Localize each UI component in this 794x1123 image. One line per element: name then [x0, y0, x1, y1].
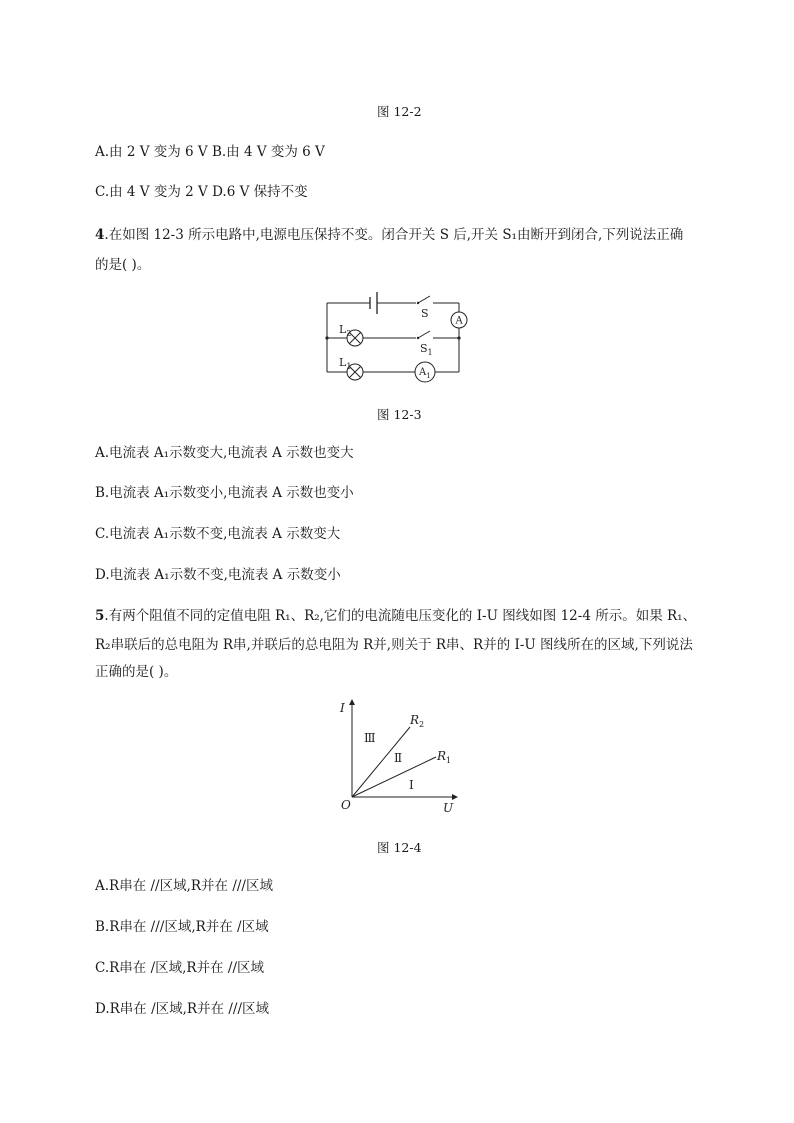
q5-stem-text: .有两个阻值不同的定值电阻 R₁、R₂,它们的电流随电压变化的 I-U 图线如图 12-4 所示。如果 R₁、 — [104, 608, 697, 624]
q3-options-cd: C.由 4 V 变为 2 V D.6 V 保持不变 — [95, 184, 308, 200]
q5-option-d: D.R串在 /区域,R并在 ///区域 — [95, 1001, 270, 1017]
label-l1: $L_1$ — [339, 356, 352, 371]
label-s1: $S_1$ — [420, 342, 433, 357]
label-a: A — [455, 315, 463, 327]
q4-stem-text: .在如图 12-3 所示电路中,电源电压保持不变。闭合开关 S 后,开关 S₁由断开到闭合,下列说法正确 — [104, 227, 684, 243]
label-a1: $A_1$ — [419, 367, 431, 380]
switch-s1-blade — [418, 331, 430, 338]
circuit-diagram — [318, 286, 468, 386]
q5-option-c: C.R串在 /区域,R并在 //区域 — [95, 960, 264, 976]
axis-label-u: U — [443, 801, 454, 815]
figure-12-3-caption: 图 12-3 — [377, 407, 422, 422]
q5-stem-line2: R₂串联后的总电阻为 R串,并联后的总电阻为 R并,则关于 R串、R并的 I-U 图线所在的区域,下列说法 — [95, 637, 693, 653]
q4-option-d: D.电流表 A₁示数不变,电流表 A 示数变小 — [95, 567, 341, 583]
label-r1: $R_1$ — [437, 749, 452, 765]
iu-graph — [335, 696, 465, 816]
region-ii-label: Ⅱ — [394, 751, 403, 765]
region-i-label: Ⅰ — [409, 778, 414, 792]
junction-left — [325, 336, 328, 339]
q5-option-b: B.R串在 ///区域,R并在 /区域 — [95, 919, 269, 935]
label-r2: $R_2$ — [410, 713, 425, 729]
q4-option-a: A.电流表 A₁示数变大,电流表 A 示数也变大 — [95, 445, 354, 461]
label-l2: $L_2$ — [339, 323, 352, 338]
switch-s-blade — [418, 296, 430, 303]
q4-stem-line2: 的是( )。 — [95, 257, 151, 273]
figure-12-2-caption: 图 12-2 — [377, 104, 422, 119]
junction-right — [457, 336, 460, 339]
figure-12-4-caption: 图 12-4 — [377, 840, 422, 855]
label-s: S — [421, 307, 429, 320]
q4-number: 4 — [95, 227, 105, 243]
origin-label: O — [341, 798, 351, 812]
q5-stem-line3: 正确的是( )。 — [95, 664, 178, 680]
q5-option-a: A.R串在 //区域,R并在 ///区域 — [95, 878, 273, 894]
q3-options-ab: A.由 2 V 变为 6 V B.由 4 V 变为 6 V — [95, 144, 325, 160]
q5-stem-line1 — [95, 607, 696, 625]
q4-stem-line1 — [95, 226, 683, 244]
axis-label-i: I — [340, 701, 345, 715]
q4-option-b: B.电流表 A₁示数变小,电流表 A 示数也变小 — [95, 485, 354, 501]
region-iii-label: Ⅲ — [364, 731, 376, 745]
q5-number: 5 — [95, 608, 105, 624]
q4-option-c: C.电流表 A₁示数不变,电流表 A 示数变大 — [95, 526, 341, 542]
